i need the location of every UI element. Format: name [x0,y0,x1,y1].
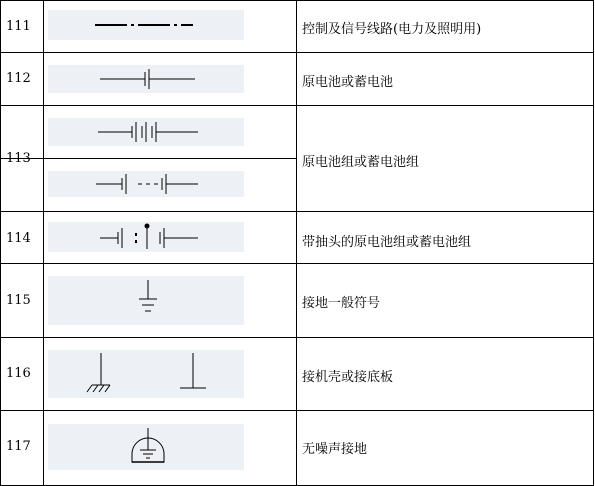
tapped-battery-group-icon [48,222,244,252]
row-number: 111 [6,19,31,34]
ground-icon [48,276,244,325]
battery-group-alt-icon [48,171,244,197]
row-description: 接机壳或接底板 [302,370,394,385]
noiseless-ground-icon [48,424,244,470]
row-number: 113 [6,151,31,166]
row-divider [0,211,594,212]
row-divider [0,105,594,106]
row-divider [0,263,594,264]
table-border-top [0,0,594,1]
row-description: 原电池组或蓄电池组 [302,155,420,170]
battery-group-icon [48,118,244,146]
row-description: 带抽头的原电池组或蓄电池组 [302,235,472,250]
row-number: 114 [6,231,31,246]
row-description: 接地一般符号 [302,296,381,311]
table-border-right [593,0,594,486]
row-description: 控制及信号线路(电力及照明用) [302,22,482,37]
sub-row-divider [0,158,297,159]
row-divider [0,337,594,338]
row-divider [0,410,594,411]
row-number: 112 [6,71,31,86]
row-description: 原电池或蓄电池 [302,75,394,90]
primary-cell-icon [48,65,244,93]
chassis-ground-icon [48,350,244,398]
control-signal-line-icon [48,10,244,40]
row-divider [0,52,594,53]
row-number: 117 [6,439,31,454]
row-number: 116 [6,366,31,381]
row-number: 115 [6,293,31,308]
row-description: 无噪声接地 [302,442,368,457]
